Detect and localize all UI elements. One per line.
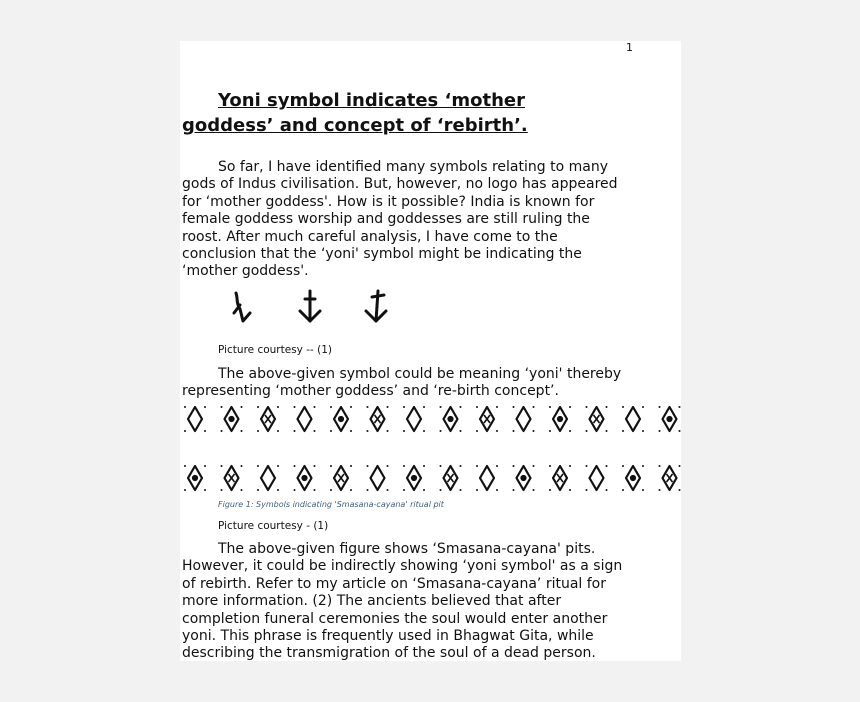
ritual-pit-symbol: [257, 406, 279, 432]
ritual-pit-symbol: [586, 465, 608, 491]
ritual-pit-symbol: [622, 465, 644, 491]
ritual-pit-symbol: [549, 406, 571, 432]
ritual-pit-symbol: [403, 406, 425, 432]
ritual-pit-symbol: [659, 465, 681, 491]
picture-courtesy-caption: Picture courtesy - (1): [218, 520, 329, 532]
page-number: 1: [626, 41, 633, 54]
ritual-pit-symbol: [403, 465, 425, 491]
ritual-pit-symbol: [257, 465, 279, 491]
paragraph-smasana-cayana: The above-given figure shows ‘Smasana-cayana' pits. However, it could be indirectly showing ‘yoni symbol' as a sign of rebirth. Refer to my article on ‘Smasana-cayana’ ritual for more information. (2) The ancients believed that after completion funeral ceremonies the soul would enter another yoni. This phrase is frequently used in Bhagwat Gita, while describing the transmigration of the soul of a dead person.: [182, 541, 623, 661]
yoni-arrow-symbols-figure: [228, 287, 398, 329]
yoni-arrow-symbol: [300, 291, 320, 321]
ritual-pit-symbol: [367, 465, 389, 491]
ritual-pit-symbol: [476, 406, 498, 432]
ritual-pit-symbol: [221, 465, 243, 491]
ritual-pit-symbol: [294, 465, 316, 491]
ritual-pit-symbol: [294, 406, 316, 432]
ritual-pit-symbol: [330, 465, 352, 491]
ritual-pit-symbol: [513, 465, 535, 491]
ritual-pit-symbol: [586, 406, 608, 432]
ritual-pit-symbol: [476, 465, 498, 491]
ritual-pit-symbol: [659, 406, 681, 432]
ritual-pit-symbol: [330, 406, 352, 432]
document-page: [180, 41, 681, 661]
ritual-pit-symbol: [440, 406, 462, 432]
yoni-arrow-symbol: [366, 291, 386, 321]
ritual-pit-symbol: [184, 406, 206, 432]
ritual-pit-symbol: [622, 406, 644, 432]
document-title: Yoni symbol indicates ‘mother goddess’ and concept of ‘rebirth’.: [182, 90, 528, 136]
paragraph-intro: So far, I have identified many symbols relating to many gods of Indus civilisation. But, however, no logo has appeared for ‘mother goddess'. How is it possible? India is known for female goddess worship and goddesses are still ruling the roost. After much careful analysis, I have come to the conclusion that the ‘yoni' symbol might be indicating the ‘mother goddess'.: [182, 159, 618, 280]
picture-courtesy-caption: Picture courtesy -- (1): [218, 344, 333, 356]
ritual-pit-symbol: [549, 465, 571, 491]
ritual-pit-symbol: [440, 465, 462, 491]
ritual-pit-symbol: [367, 406, 389, 432]
ritual-pit-symbol: [513, 406, 535, 432]
yoni-arrow-symbol: [234, 293, 250, 321]
ritual-pit-symbol: [184, 465, 206, 491]
figure-caption: Figure 1: Symbols indicating 'Smasana-cayana' ritual pit: [218, 500, 444, 509]
smasana-symbols-row-1: [180, 403, 681, 439]
ritual-pit-symbol: [221, 406, 243, 432]
smasana-symbols-row-2: [180, 462, 681, 498]
paragraph-yoni-meaning: The above-given symbol could be meaning ‘yoni' thereby representing ‘mother goddess’ and ‘re-birth concept’.: [182, 366, 622, 400]
